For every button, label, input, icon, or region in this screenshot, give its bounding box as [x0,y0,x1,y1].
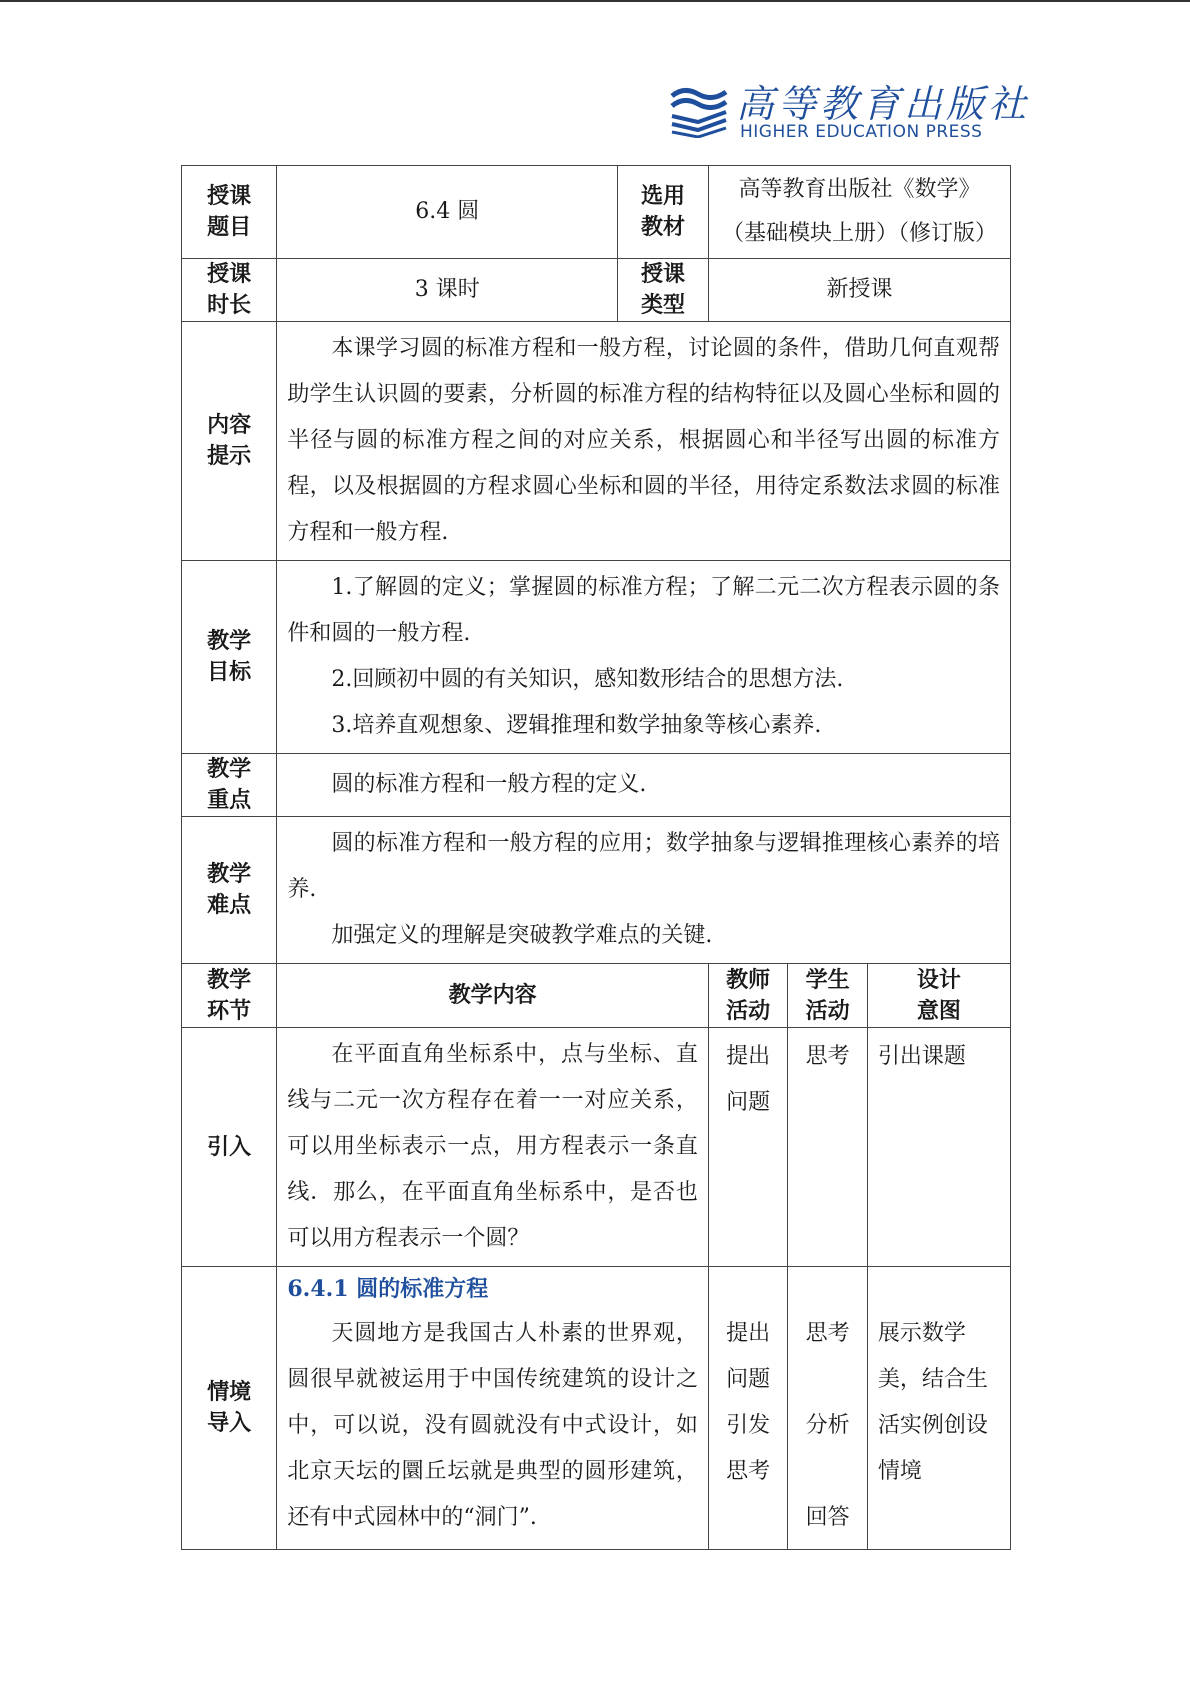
lesson-plan-table [181,165,1011,1550]
publisher-name-en: HIGHER EDUCATION PRESS [740,122,983,142]
intro-content: 在平面直角坐标系中，点与坐标、直线与二元一次方程存在着一一对应关系，可以用坐标表示一点，用方程表示一条直线．那么，在平面直角坐标系中，是否也可以用方程表示一个圆？ [277,1028,709,1267]
row-difficulties [182,817,1011,964]
key-points-text: 圆的标准方程和一般方程的定义. [277,754,1011,817]
intro-teacher: 提出问题 [708,1028,787,1267]
key-points-label: 教学重点 [182,754,277,817]
type-label: 授课类型 [618,259,709,322]
intro-design: 引出课题 [867,1028,1010,1267]
scenario-stage: 情境导入 [182,1267,277,1550]
row-topic [182,166,1011,259]
design-header: 设计意图 [867,964,1010,1028]
student-header: 学生活动 [788,964,867,1028]
row-key-points [182,754,1011,817]
difficulties-text: 圆的标准方程和一般方程的应用；数学抽象与逻辑推理核心素养的培养. 加强定义的理解是突破教学难点的关键. [277,817,1011,964]
section-title: 6.4.1 圆的标准方程 [287,1276,489,1302]
publisher-name-cn: 高等教育出版社 [736,82,1031,126]
scenario-teacher: 提出问题 引发思考 [708,1267,787,1550]
objective-item: 3.培养直观想象、逻辑推理和数学抽象等核心素养. [331,713,822,738]
duration-label: 授课时长 [182,259,277,322]
textbook-line1: 高等教育出版社《数学》 [738,177,981,202]
row-process-header [182,964,1011,1028]
content-hint-text: 本课学习圆的标准方程和一般方程，讨论圆的条件，借助几何直观帮助学生认识圆的要素，分析圆的标准方程的结构特征以及圆心坐标和圆的半径与圆的标准方程之间的对应关系，根据圆心和半径写出圆的标准方程，以及根据圆的方程求圆心坐标和圆的半径，用待定系数法求圆的标准方程和一般方程. [277,322,1011,561]
duration-value: 3 课时 [277,259,618,322]
objectives-label: 教学目标 [182,561,277,754]
textbook-label: 选用教材 [618,166,709,259]
content-hint-label: 内容提示 [182,322,277,561]
book-waves-icon [668,82,730,138]
type-value: 新授课 [708,259,1010,322]
objective-item: 2.回顾初中圆的有关知识，感知数形结合的思想方法. [331,667,844,692]
objectives-list [277,561,1011,754]
difficulties-label: 教学难点 [182,817,277,964]
row-scenario [182,1267,1011,1550]
topic-label: 授课题目 [182,166,277,259]
row-content-hint [182,322,1011,561]
teacher-header: 教师活动 [708,964,787,1028]
stage-header: 教学环节 [182,964,277,1028]
textbook-line2: （基础模块上册）（修订版） [721,221,997,246]
row-intro [182,1028,1011,1267]
top-border-line [0,0,1190,2]
scenario-content: 6.4.1 圆的标准方程 天圆地方是我国古人朴素的世界观，圆很早就被运用于中国传统建筑的设计之中，可以说，没有圆就没有中式设计，如北京天坛的圜丘坛就是典型的圆形建筑，还有中式园林中的“洞门”. [277,1267,709,1550]
textbook-value [708,166,1010,259]
content-header: 教学内容 [277,964,709,1028]
intro-stage: 引入 [182,1028,277,1267]
intro-student: 思考 [788,1028,867,1267]
row-duration [182,259,1011,322]
row-objectives [182,561,1011,754]
publisher-logo [668,82,1031,142]
scenario-student: 思考 分析 回答 [788,1267,867,1550]
scenario-design: 展示数学美，结合生活实例创设情境 [867,1267,1010,1550]
objective-item: 1.了解圆的定义；掌握圆的标准方程；了解二元二次方程表示圆的条件和圆的一般方程. [287,575,1000,646]
topic-value: 6.4 圆 [277,166,618,259]
